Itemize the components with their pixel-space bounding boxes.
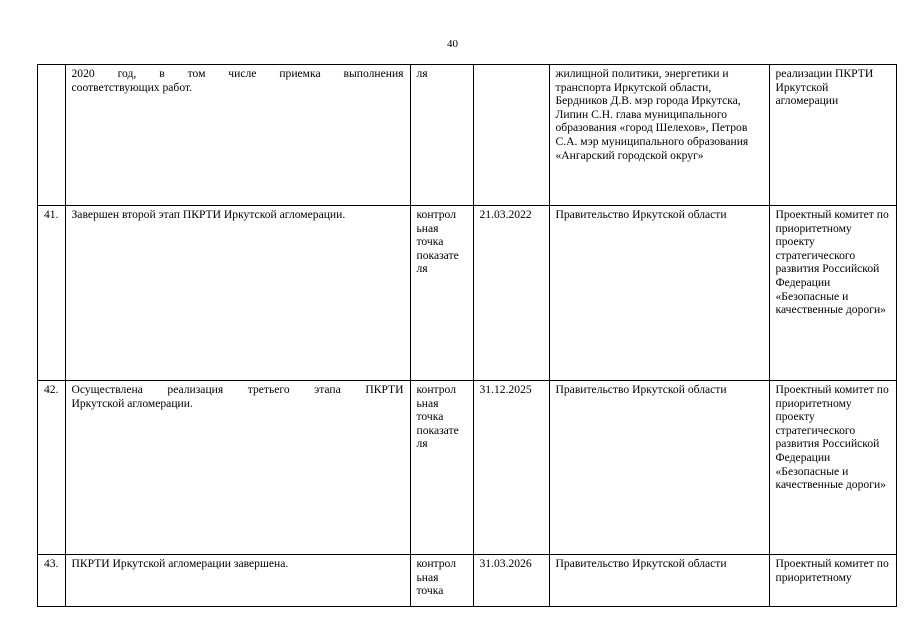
row-number: 43. — [38, 555, 66, 607]
event-cell: Завершен второй этап ПКРТИ Иркутской агломерации. — [65, 206, 410, 381]
page-number: 40 — [447, 38, 458, 50]
responsible-cell: Правительство Иркутской области — [549, 555, 769, 607]
event-text-line: 2020 год, в том числе приемка выполнения — [71, 67, 404, 80]
type-cell: контрол ьная точка показате ля — [410, 206, 473, 381]
event-cell: ПКРТИ Иркутской агломерации завершена. — [65, 555, 410, 607]
outcome-cell: Проектный комитет по приоритетному проекту стратегического развития Российской Федерации «Безопасные и качественные дороги» — [769, 206, 896, 381]
outcome-cell: Проектный комитет по приоритетному проекту стратегического развития Российской Федерации «Безопасные и качественные дороги» — [769, 381, 896, 555]
responsible-cell: жилищной политики, энергетики и транспорта Иркутской области, Бердников Д.В. мэр города Иркутска, Липин С.Н. глава муниципального образования «город Шелехов», Петров С.А. мэр муниципального образования «Ангарский городской округ» — [549, 65, 769, 206]
event-cell — [65, 65, 410, 206]
type-cell: контрол ьная точка показате ля — [410, 381, 473, 555]
outcome-cell: реализации ПКРТИ Иркутской агломерации — [769, 65, 896, 206]
responsible-cell: Правительство Иркутской области — [549, 206, 769, 381]
event-text-line: Осуществлена реализация третьего этапа ПКРТИ — [71, 383, 404, 396]
event-text-line: соответствующих работ. — [71, 80, 193, 94]
table-row — [38, 555, 897, 607]
row-number — [38, 65, 66, 206]
table-row — [38, 381, 897, 555]
event-cell — [65, 381, 410, 555]
plan-table — [37, 64, 897, 607]
type-cell: контрол ьная точка — [410, 555, 473, 607]
row-number: 42. — [38, 381, 66, 555]
row-number: 41. — [38, 206, 66, 381]
date-cell: 31.12.2025 — [473, 381, 549, 555]
outcome-cell: Проектный комитет по приоритетному — [769, 555, 896, 607]
date-cell — [473, 65, 549, 206]
date-cell: 31.03.2026 — [473, 555, 549, 607]
responsible-cell: Правительство Иркутской области — [549, 381, 769, 555]
table-row — [38, 65, 897, 206]
table-row — [38, 206, 897, 381]
type-cell: ля — [410, 65, 473, 206]
event-text-line: Иркутской агломерации. — [71, 396, 193, 410]
date-cell: 21.03.2022 — [473, 206, 549, 381]
